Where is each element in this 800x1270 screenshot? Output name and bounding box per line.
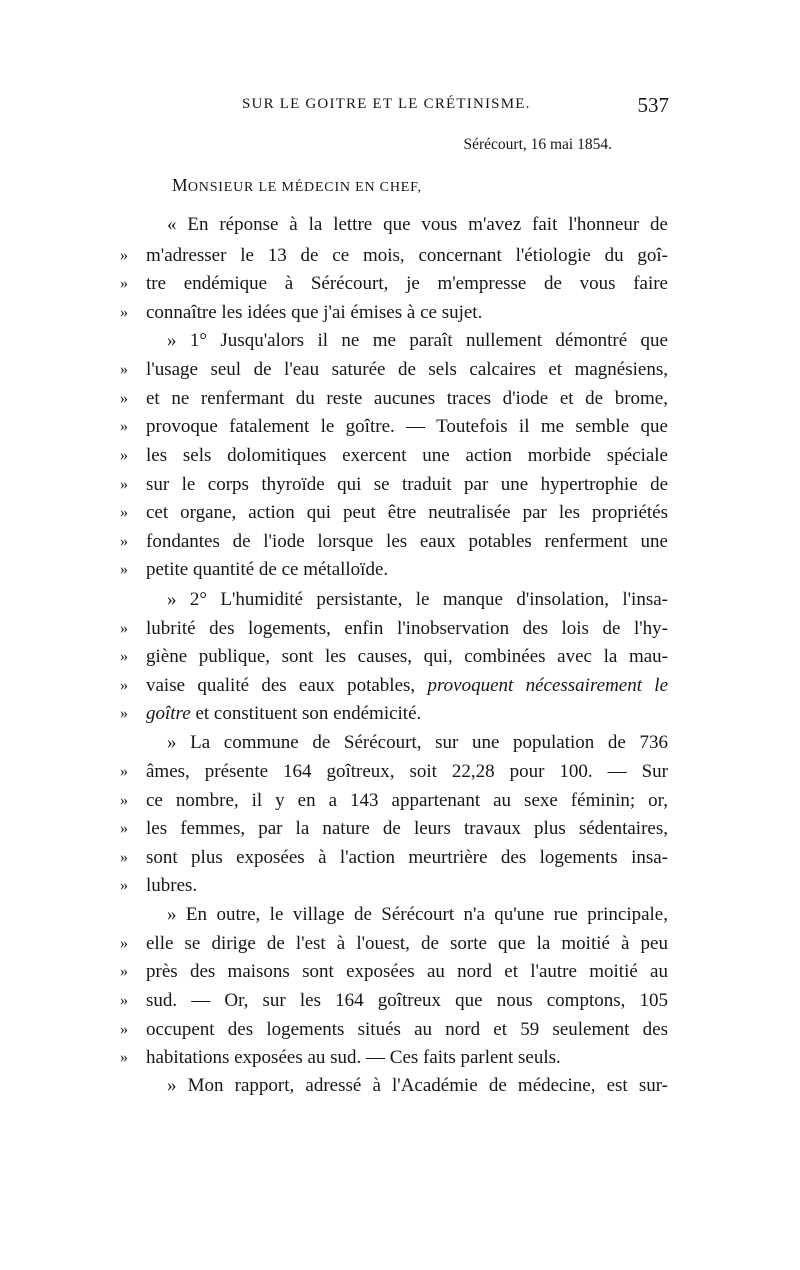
margin-quote-mark: » — [120, 390, 128, 407]
text-line: tre endémique à Sérécourt, je m'empresse de vous faire — [146, 273, 668, 294]
text-line: provoque fatalement le goître. — Toutefois il me semble que — [146, 416, 668, 437]
margin-quote-mark: » — [120, 992, 128, 1009]
text-line: sur le corps thyroïde qui se traduit par une hypertrophie de — [146, 474, 668, 495]
text-segment: vaise qualité des eaux potables, — [146, 675, 416, 696]
text-line: » La commune de Sérécourt, sur une population de 736 — [167, 732, 668, 753]
margin-quote-mark: » — [120, 504, 128, 521]
text-line: occupent des logements situés au nord et 59 seulement des — [146, 1019, 668, 1040]
margin-quote-mark: » — [120, 963, 128, 980]
text-line: » 2° L'humidité persistante, le manque d'insolation, l'insa- — [167, 589, 668, 610]
margin-quote-mark: » — [120, 304, 128, 321]
text-line: ce nombre, il y en a 143 appartenant au sexe féminin; or, — [146, 790, 668, 811]
margin-quote-mark: » — [120, 648, 128, 665]
margin-quote-mark: » — [120, 418, 128, 435]
text-line: les femmes, par la nature de leurs travaux plus sédentaires, — [146, 818, 668, 839]
margin-quote-mark: » — [120, 275, 128, 292]
text-line: sont plus exposées à l'action meurtrière des logements insa- — [146, 847, 668, 868]
text-line: giène publique, sont les causes, qui, combinées avec la mau- — [146, 646, 668, 667]
text-line: près des maisons sont exposées au nord et l'autre moitié au — [146, 961, 668, 982]
text-line: fondantes de l'iode lorsque les eaux potables renferment une — [146, 531, 668, 552]
margin-quote-mark: » — [120, 935, 128, 952]
margin-quote-mark: » — [120, 1021, 128, 1038]
margin-quote-mark: » — [120, 877, 128, 894]
margin-quote-mark: » — [120, 849, 128, 866]
text-line: « En réponse à la lettre que vous m'avez fait l'honneur de — [167, 214, 668, 235]
salutation-rest: ONSIEUR LE MÉDECIN EN CHEF, — [187, 180, 422, 195]
margin-quote-mark: » — [120, 561, 128, 578]
text-line: âmes, présente 164 goîtreux, soit 22,28 pour 100. — Sur — [146, 761, 668, 782]
page-number: 537 — [637, 93, 669, 117]
italic-phrase: provoquent nécessairement le — [427, 675, 668, 696]
margin-quote-mark: » — [120, 533, 128, 550]
text-line: lubrité des logements, enfin l'inobservation des lois de l'hy- — [146, 618, 668, 639]
salutation-initial: M — [172, 175, 188, 195]
margin-quote-mark: » — [120, 620, 128, 637]
text-segment: et constituent son endémicité. — [195, 703, 422, 724]
text-line: les sels dolomitiques exercent une action morbide spéciale — [146, 445, 668, 466]
letter-salutation — [172, 175, 422, 196]
text-line — [146, 671, 668, 701]
margin-quote-mark: » — [120, 476, 128, 493]
margin-quote-mark: » — [120, 1049, 128, 1066]
margin-quote-mark: » — [120, 820, 128, 837]
text-line: habitations exposées au sud. — Ces faits parlent seuls. — [146, 1047, 561, 1068]
text-line: elle se dirige de l'est à l'ouest, de sorte que la moitié à peu — [146, 933, 668, 954]
text-line: m'adresser le 13 de ce mois, concernant l'étiologie du goî- — [146, 245, 668, 266]
italic-phrase: goître — [146, 703, 191, 724]
text-line: petite quantité de ce métalloïde. — [146, 559, 389, 580]
text-line — [146, 699, 668, 729]
letter-dateline: Sérécourt, 16 mai 1854. — [463, 136, 612, 153]
margin-quote-mark: » — [120, 763, 128, 780]
margin-quote-mark: » — [120, 677, 128, 694]
text-line: lubres. — [146, 875, 198, 896]
text-line: » En outre, le village de Sérécourt n'a qu'une rue principale, — [167, 904, 668, 925]
margin-quote-mark: » — [120, 705, 128, 722]
text-line: » 1° Jusqu'alors il ne me paraît nullement démontré que — [167, 330, 668, 351]
text-line: sud. — Or, sur les 164 goîtreux que nous comptons, 105 — [146, 990, 668, 1011]
margin-quote-mark: » — [120, 447, 128, 464]
running-title: SUR LE GOITRE ET LE CRÉTINISME. — [242, 96, 531, 112]
text-line: l'usage seul de l'eau saturée de sels calcaires et magnésiens, — [146, 359, 668, 380]
text-line: cet organe, action qui peut être neutralisée par les propriétés — [146, 502, 668, 523]
text-line: connaître les idées que j'ai émises à ce sujet. — [146, 302, 483, 323]
text-line: et ne renfermant du reste aucunes traces d'iode et de brome, — [146, 388, 668, 409]
margin-quote-mark: » — [120, 247, 128, 264]
margin-quote-mark: » — [120, 361, 128, 378]
running-head — [242, 93, 669, 117]
margin-quote-mark: » — [120, 792, 128, 809]
text-line: » Mon rapport, adressé à l'Académie de médecine, est sur- — [167, 1075, 668, 1096]
